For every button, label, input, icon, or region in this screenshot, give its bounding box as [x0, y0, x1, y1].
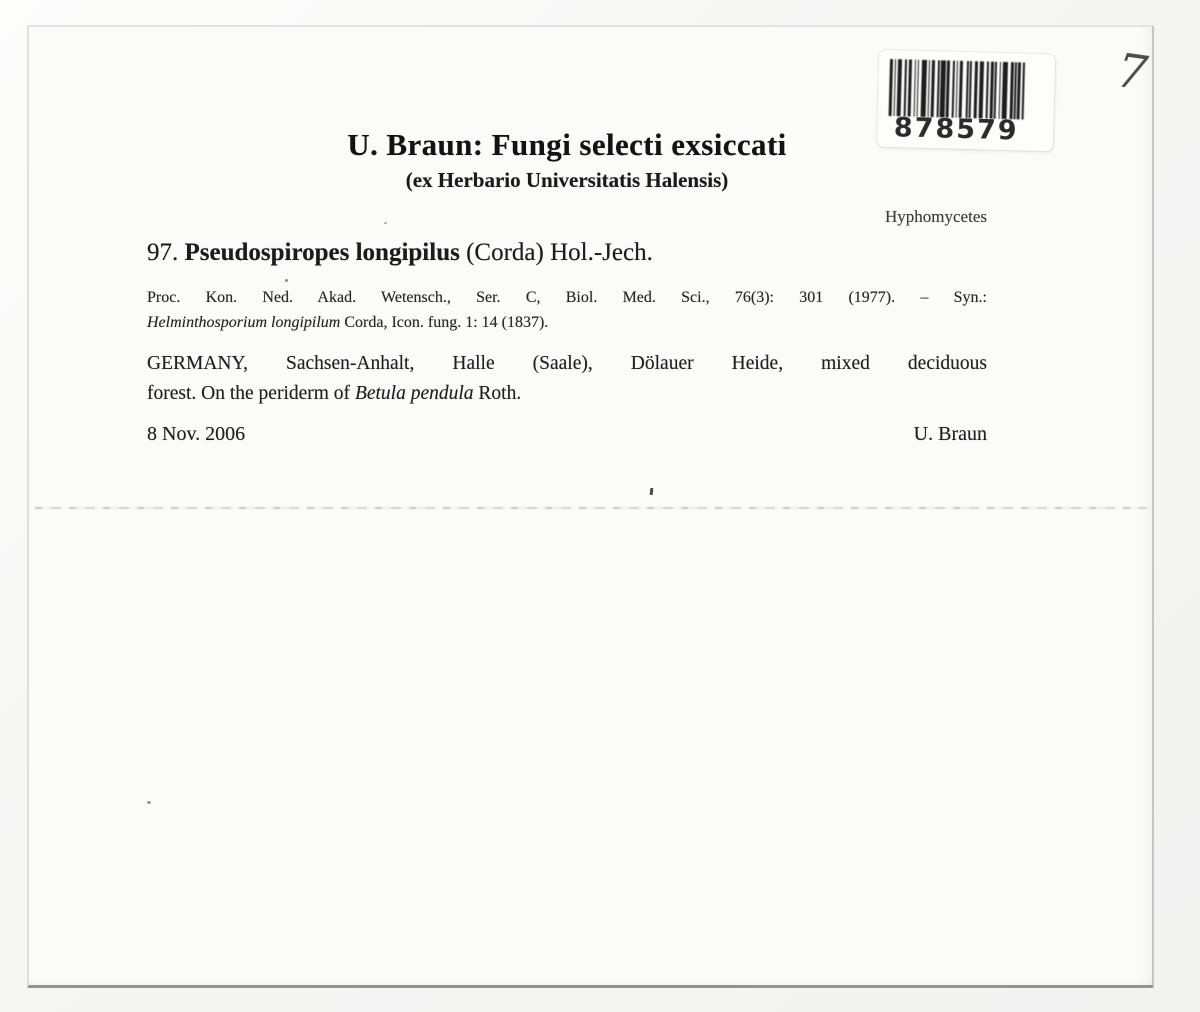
paper-speck — [285, 279, 288, 282]
collector-name: U. Braun — [913, 423, 987, 445]
locality-line-2 — [147, 383, 987, 405]
synonym-line — [147, 314, 987, 332]
paper-speck — [384, 222, 387, 224]
pencil-tick — [650, 488, 654, 495]
series-title: U. Braun: Fungi selecti exsiccati — [347, 127, 787, 162]
paper-speck — [147, 801, 151, 804]
locality-text: forest. On the periderm of — [147, 383, 351, 404]
collection-date: 8 Nov. 2006 — [147, 423, 246, 445]
barcode-icon — [889, 59, 1026, 120]
date-collector-row — [147, 423, 987, 446]
host-plant-name: Betula pendula — [354, 383, 474, 404]
taxon-group: Hyphomycetes — [885, 207, 987, 226]
taxon-name: Pseudospiropes longipilus — [184, 239, 460, 266]
synonym-name: Helminthosporium longipilum — [147, 314, 341, 331]
series-subtitle: (ex Herbario Universitatis Halensis) — [405, 168, 729, 192]
specimen-heading — [147, 239, 987, 267]
barcode-number: 878579 — [893, 112, 1019, 147]
fold-crease-line — [35, 507, 1147, 509]
host-authority: Roth. — [478, 383, 522, 404]
synonym-reference: Corda, Icon. fung. 1: 14 (1837). — [344, 314, 549, 331]
handwritten-number: 7 — [1113, 43, 1151, 102]
locality-line-1: GERMANY, Sachsen-Anhalt, Halle (Saale), Dölauer Heide, mixed deciduous — [147, 353, 987, 374]
taxon-authority: (Corda) Hol.-Jech. — [466, 239, 653, 266]
nomenclature-citation: Proc. Kon. Ned. Akad. Wetensch., Ser. C, Biol. Med. Sci., 76(3): 301 (1977). – Syn.: — [147, 289, 987, 306]
specimen-number: 97. — [147, 239, 179, 266]
specimen-label-card — [27, 25, 1154, 988]
